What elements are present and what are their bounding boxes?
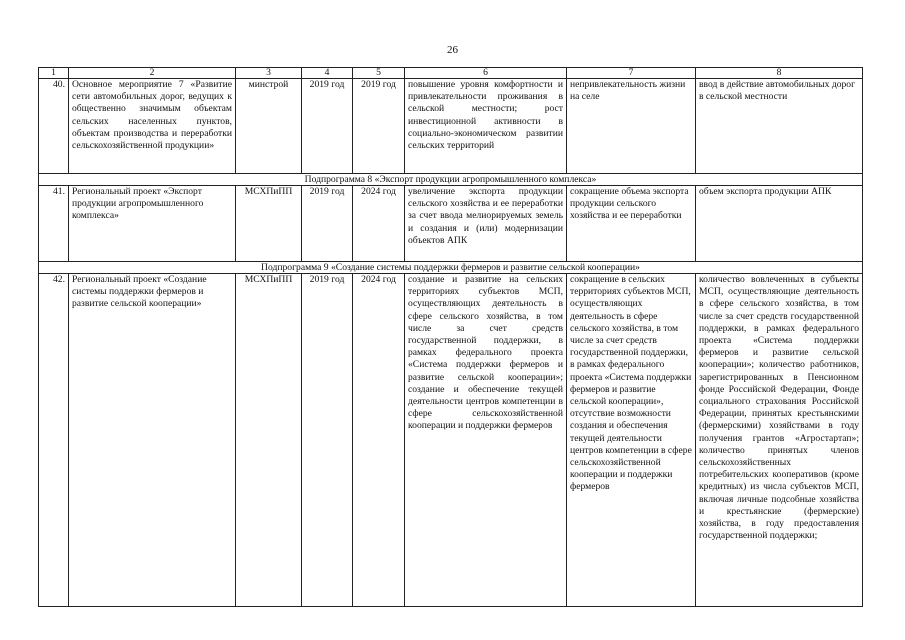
end-year: 2024 год — [353, 186, 405, 262]
executor: МСХПиПП — [236, 274, 302, 607]
end-year: 2019 год — [353, 79, 405, 174]
start-year: 2019 год — [302, 79, 353, 174]
indicator: объем экспорта продукции АПК — [696, 186, 863, 262]
row-number: 40. — [39, 79, 69, 174]
indicator: количество вовлеченных в субъекты МСП, осуществляющие деятельность в сфере сельского хозяйства, в том числе за счет средств государственной поддержки, в рамках федерального проекта «Система поддержки фермеров и развитие сельской кооперации»; количество работников, зарегистрированных в Пенсионном фонде Российской Федерации, Фонде социального страхования Российской Федерации, принятых крестьянскими (фермерскими) хозяйствами в году получения грантов «Агростартап»; количество принятых членов сельскохозяйственных потребительских кооперативов (кроме кредитных) из числа субъектов МСП, включая личные подсобные хозяйства и крестьянские (фермерские) хозяйства, в году предоставления государственной поддержки; — [696, 274, 863, 607]
column-header: 6 — [405, 68, 567, 79]
table-row — [39, 186, 863, 262]
column-header: 2 — [69, 68, 236, 79]
table-row — [39, 274, 863, 607]
column-header: 7 — [567, 68, 696, 79]
start-year: 2019 год — [302, 274, 353, 607]
column-header: 1 — [39, 68, 69, 79]
consequence: непривлекательность жизни на селе — [567, 79, 696, 174]
column-number-row — [39, 68, 863, 79]
column-header: 4 — [302, 68, 353, 79]
subprogram-row — [39, 262, 863, 274]
column-header: 5 — [353, 68, 405, 79]
executor: минстрой — [236, 79, 302, 174]
row-number: 42. — [39, 274, 69, 607]
expected-result: создание и развитие на сельских территориях субъектов МСП, осуществляющих деятельность в сфере сельского хозяйства, в том числе за счет средств государственной поддержки, в рамках федерального проекта «Система поддержки фермеров и развитие сельской кооперации»; создание и обеспечение текущей деятельности центров компетенции в сфере сельскохозяйственной кооперации и поддержки фермеров — [405, 274, 567, 607]
consequence: сокращение объема экспорта продукции сельского хозяйства и ее переработки — [567, 186, 696, 262]
indicator: ввод в действие автомобильных дорог в сельской местности — [696, 79, 863, 174]
expected-result: увеличение экспорта продукции сельского хозяйства и ее переработки за счет ввода мелиорируемых земель и создания и (или) модернизации объектов АПК — [405, 186, 567, 262]
subprogram-row — [39, 174, 863, 186]
program-table — [38, 67, 863, 607]
measure-name: Основное мероприятие 7 «Развитие сети автомобильных дорог, ведущих к общественно значимым объектам сельских населенных пунктов, объектам производства и переработки сельскохозяйственной продукции» — [69, 79, 236, 174]
end-year: 2024 год — [353, 274, 405, 607]
column-header: 3 — [236, 68, 302, 79]
table-row — [39, 79, 863, 174]
subprogram-title: Подпрограмма 9 «Создание системы поддержки фермеров и развитие сельской кооперации» — [39, 262, 863, 274]
column-header: 8 — [696, 68, 863, 79]
consequence: сокращение в сельских территориях субъектов МСП, осуществляющих деятельность в сфере сельского хозяйства, в том числе за счет средств государственной поддержки, в рамках федерального проекта «Система поддержки фермеров и развитие сельской кооперации», отсутствие возможности создания и обеспечения текущей деятельности центров компетенции в сфере сельскохозяйственной кооперации и поддержки фермеров — [567, 274, 696, 607]
subprogram-title: Подпрограмма 8 «Экспорт продукции агропромышленного комплекса» — [39, 174, 863, 186]
row-number: 41. — [39, 186, 69, 262]
executor: МСХПиПП — [236, 186, 302, 262]
expected-result: повышение уровня комфортности и привлекательности проживания в сельской местности; рост инвестиционной активности в социально-экономическом развитии сельских территорий — [405, 79, 567, 174]
measure-name: Региональный проект «Экспорт продукции агропромышленного комплекса» — [69, 186, 236, 262]
page-number: 26 — [447, 44, 458, 56]
start-year: 2019 год — [302, 186, 353, 262]
measure-name: Региональный проект «Создание системы поддержки фермеров и развитие сельской кооперации» — [69, 274, 236, 607]
